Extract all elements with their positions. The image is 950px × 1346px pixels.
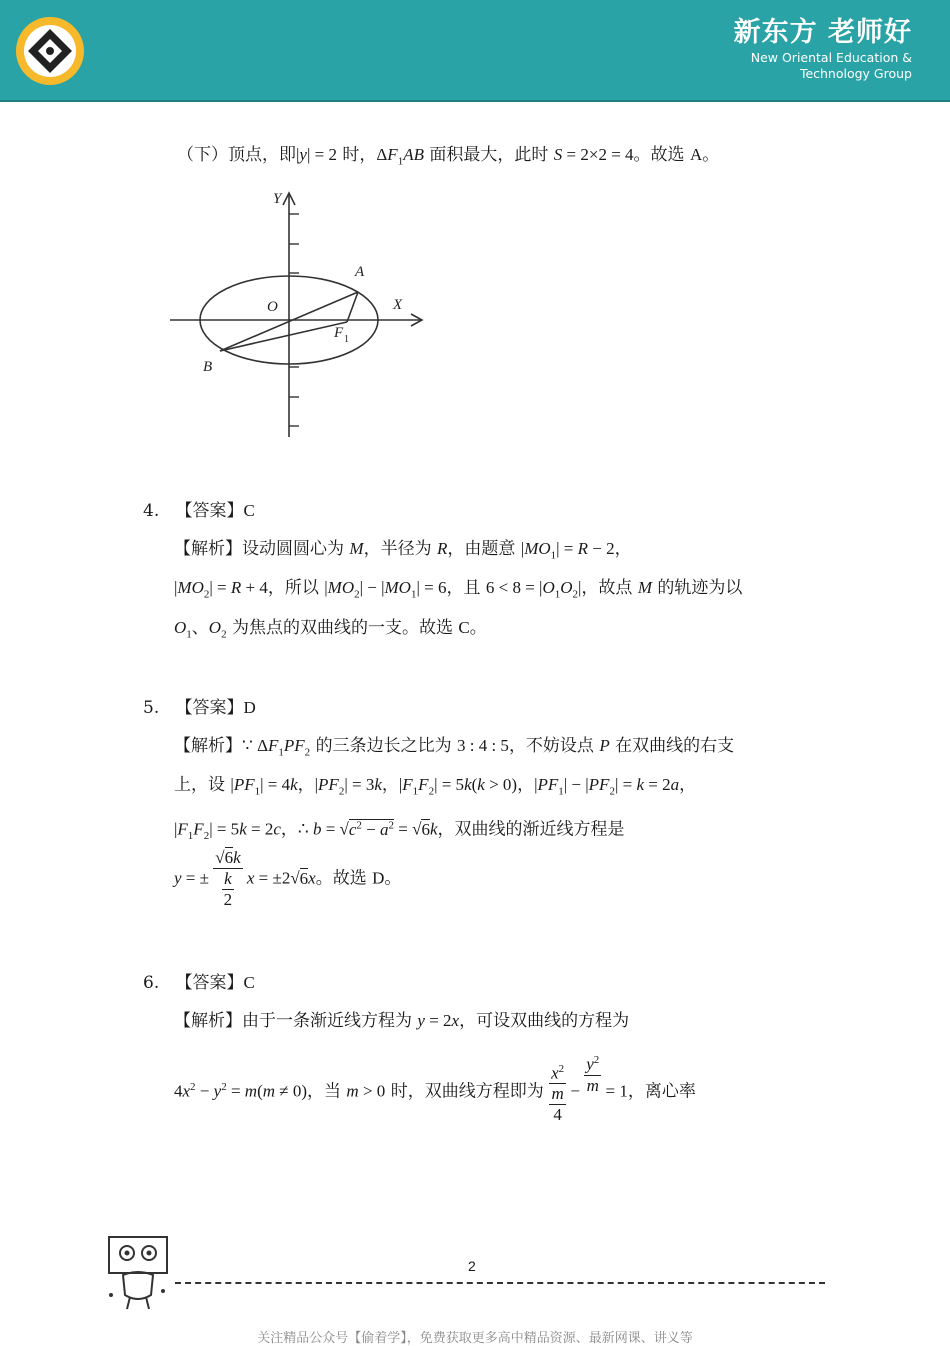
q4-analysis-line-2: $|MO_2| = R + 4$，所以 $|MO_2| - |MO_1| = 6$，且 $6 < 8 = |O_1O_2|$，故点 M 的轨迹为以 (174, 578, 743, 601)
q6-answer-tag: 【答案】 (175, 973, 244, 993)
new-oriental-logo (16, 17, 84, 85)
label-f-sub: 1 (344, 334, 349, 345)
q6-analysis-line-1: 【解析】由于一条渐近线方程为 y = 2x，可设双曲线的方程为 (174, 1011, 630, 1031)
page-header (0, 0, 950, 102)
label-a: A (355, 264, 365, 280)
q5-analysis-line-2: 上，设 $|PF_1| = 4k$，$|PF_2| = 3k$，$|F_1F_2| = 5k(k > 0)$，$|PF_1| - |PF_2| = k = 2a$， (174, 775, 697, 798)
q4-analysis-line-3: $O_1$、$O_2$ 为焦点的双曲线的一支。故选 C。 (174, 618, 487, 641)
brand-en-line-1: New Oriental Education & (750, 50, 912, 65)
q5-analysis-tag: 【解析】 (174, 736, 242, 756)
q5-answer: D (243, 698, 256, 717)
ellipse-figure (165, 185, 435, 447)
q6-answer-line (143, 971, 255, 995)
label-f: F (334, 325, 344, 341)
label-b: B (203, 359, 213, 375)
footer-note: 关注精品公众号【偷着学】，免费获取更多高中精品资源、最新网课、讲义等 (257, 1331, 693, 1346)
q5-analysis-line-4: y = ± $\frac{√6k}{\frac{k}{2}}$ x = ±2√6x。故选 D。 (174, 848, 402, 909)
q5-analysis-line-1: 【解析】∵ $\Delta F_1PF_2$ 的三条边长之比为 3 : 4 : 5，不妨设点 P 在双曲线的右支 (174, 736, 735, 759)
q4-analysis-tag: 【解析】 (174, 539, 242, 559)
brand-cn: 新东方 老师好 (733, 17, 912, 48)
page-number: 2 (468, 1258, 476, 1274)
q6-analysis-line-2: $4x^2 - y^2 = m(m \ne 0)$，当 m > 0 时，双曲线方程即为 $\frac{x^2}{\frac{m}{4}}$ − $\frac{y^2}{m}$ = 1，离心率 (174, 1050, 696, 1125)
q5-answer-tag: 【答案】 (175, 698, 244, 718)
q5-analysis-line-3: $|F_1F_2| = 5k = 2c$，∴ $b = √c^2 - a^2 = √6k$，双曲线的渐近线方程是 (174, 819, 625, 843)
q4-answer-tag: 【答案】 (175, 501, 244, 521)
q6-number: 6. (143, 973, 160, 993)
q6-analysis-tag: 【解析】 (174, 1011, 242, 1031)
q4-analysis-line-1: 【解析】设动圆圆心为 M，半径为 R，由题意 $|MO_1| = R - 2$， (174, 539, 632, 562)
label-x: X (393, 297, 403, 313)
label-o: O (267, 299, 278, 315)
prev-solution-tail: （下）顶点，即|y| = 2 时，$\Delta F_1AB$ 面积最大，此时 S = 2×2 = 4。故选 A。 (177, 145, 720, 168)
q5-number: 5. (143, 698, 160, 718)
q4-answer-line (143, 499, 255, 523)
q6-answer: C (243, 973, 255, 992)
segment-bf1 (220, 322, 347, 351)
mascot-icon (103, 1233, 171, 1313)
q4-number: 4. (143, 501, 160, 521)
footer-divider (175, 1282, 825, 1284)
brand-block (734, 16, 912, 82)
label-y: Y (273, 191, 282, 207)
q4-answer: C (243, 501, 255, 520)
q5-answer-line (143, 696, 256, 720)
brand-en-line-2: Technology Group (799, 66, 912, 81)
